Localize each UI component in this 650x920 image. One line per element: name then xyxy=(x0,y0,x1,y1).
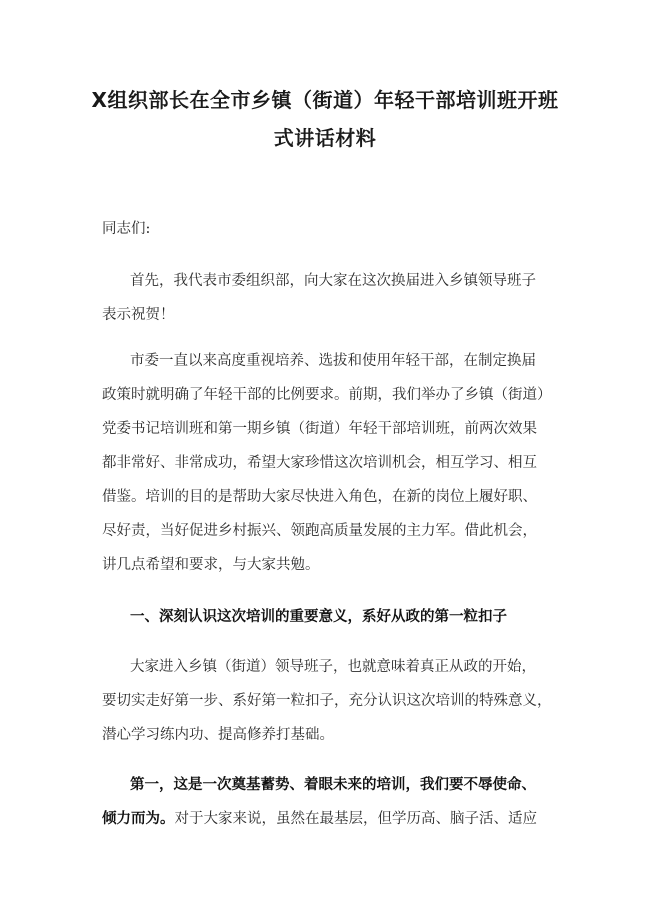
paragraph-3-line: 大家进入乡镇（街道）领导班子，也就意味着真正从政的开始， xyxy=(130,659,536,675)
paragraph-4-text: 对于大家来说，虽然在最基层，但学历高、脑子活、适应 xyxy=(174,811,537,827)
paragraph-2-line: 市委一直以来高度重视培养、选拔和使用年轻干部，在制定换届 xyxy=(130,353,536,369)
paragraph-2-line: 都非常好、非常成功，希望大家珍惜这次培训机会，相互学习、相互 xyxy=(102,455,537,471)
paragraph-2-line: 尽好责，当好促进乡村振兴、领跑高质量发展的主力军。借此机会， xyxy=(102,523,537,539)
section-heading-1: 一、深刻认识这次培训的重要意义，系好从政的第一粒扣子 xyxy=(130,608,507,625)
salutation: 同志们: xyxy=(102,221,151,237)
paragraph-4-line-1: 第一，这是一次奠基蓄势、着眼未来的培训，我们要不辱使命、 xyxy=(130,776,536,793)
paragraph-3-line: 要切实走好第一步、系好第一粒扣子，充分认识这次培训的特殊意义， xyxy=(102,693,552,709)
paragraph-4-line-2 xyxy=(102,810,537,828)
document-title-line-1: X组织部长在全市乡镇（街道）年轻干部培训班开班 xyxy=(91,88,559,112)
paragraph-4-bold-lead: 倾力而为。 xyxy=(102,810,175,827)
paragraph-2-line: 借鉴。培训的目的是帮助大家尽快进入角色，在新的岗位上履好职、 xyxy=(102,489,537,505)
paragraph-2-line: 讲几点希望和要求，与大家共勉。 xyxy=(102,557,320,573)
document-title-line-2: 式讲话材料 xyxy=(273,126,377,150)
paragraph-2-line: 党委书记培训班和第一期乡镇（街道）年轻干部培训班，前两次效果 xyxy=(102,421,537,437)
paragraph-3-line: 潜心学习练内功、提高修养打基础。 xyxy=(102,727,334,743)
paragraph-1-line: 表示祝贺！ xyxy=(102,307,175,323)
paragraph-2-line: 政策时就明确了年轻干部的比例要求。前期，我们举办了乡镇（街道） xyxy=(102,387,552,403)
paragraph-1-line: 首先，我代表市委组织部，向大家在这次换届进入乡镇领导班子 xyxy=(130,273,536,289)
